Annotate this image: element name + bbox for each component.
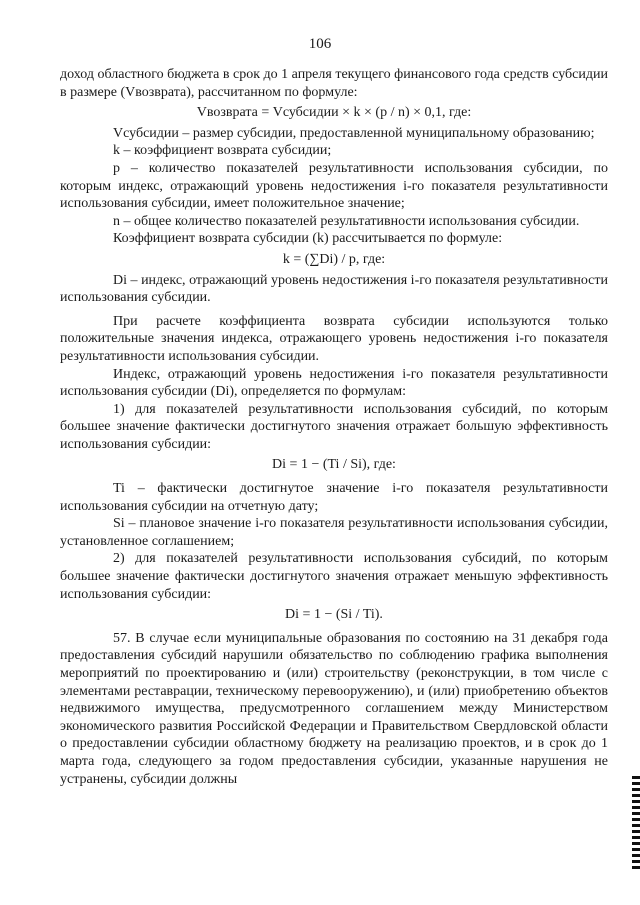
definition-n: n – общее количество показателей результативности использования субсидии. <box>113 213 580 229</box>
definition-subsidy-volume: Vсубсидии – размер субсидии, предоставленной муниципальному образованию; <box>113 125 595 141</box>
formula-refund-volume: Vвозврата = Vсубсидии × k × (p / n) × 0,1, где: <box>196 105 472 121</box>
page-number: 106 <box>308 36 332 52</box>
formula-di-case-2: Di = 1 − (Si / Ti). <box>285 607 383 623</box>
formula-di-case-1: Di = 1 − (Ti / Si), где: <box>272 457 396 473</box>
paragraph-positive-values: При расчете коэффициента возврата субсидии используются только положительные значения индекса, отражающего уровень недостижения i-го показателя результативности использования субсидии. <box>60 313 608 364</box>
paragraph-case-2: 2) для показателей результативности использования субсидий, по которым большее значение фактически достигнутого значения отражает меньшую эффективность использования субсидии: <box>60 551 608 602</box>
definition-di: Di – индекс, отражающий уровень недостижения i-го показателя результативности использования субсидии. <box>60 272 608 306</box>
paragraph-57: 57. В случае если муниципальные образования по состоянию на 31 декабря года предоставления субсидий нарушили обязательство по соблюдению графика выполнения мероприятий по проектированию и (или) строительству (реконструкции, в том числе с элементами реставрации, техническому перевооружению), и (или) приобретению объектов недвижимого имущества, предусмотренного соглашением между Министерством экономического развития Российской Федерации и Правительством Свердловской области о предоставлении субсидии областному бюджету на реализацию проектов, и в срок до 1 марта года, следующего за годом предоставления субсидии, указанные нарушения не устранены, субсидии должны <box>60 630 608 787</box>
formula-k: k = (∑Di) / p, где: <box>282 251 386 267</box>
definition-ti: Ti – фактически достигнутое значение i-го показателя результативности использования субсидии на отчетную дату; <box>60 481 608 514</box>
scan-edge-mark <box>632 776 640 872</box>
paragraph-case-1: 1) для показателей результативности использования субсидий, по которым большее значение фактически достигнутого значения отражает большую эффективность использования субсидии: <box>60 401 608 452</box>
paragraph-index-definition: Индекс, отражающий уровень недостижения i-го показателя результативности использования субсидии (Di), определяется по формулам: <box>60 366 608 400</box>
document-body <box>60 66 608 788</box>
definition-si: Si – плановое значение i-го показателя результативности использования субсидии, установленное соглашением; <box>60 516 608 549</box>
definition-k: k – коэффициент возврата субсидии; <box>113 143 332 159</box>
definition-p: p – количество показателей результативности использования субсидии, по которым индекс, отражающий уровень недостижения i-го показателя результативности использования субсидии, имеет положительное значение; <box>60 160 608 212</box>
paragraph-intro: доход областного бюджета в срок до 1 апреля текущего финансового года средств субсидии в размере (Vвозврата), рассчитанном по формуле: <box>60 67 608 100</box>
paragraph-k-calc: Коэффициент возврата субсидии (k) рассчитывается по формуле: <box>113 231 503 247</box>
